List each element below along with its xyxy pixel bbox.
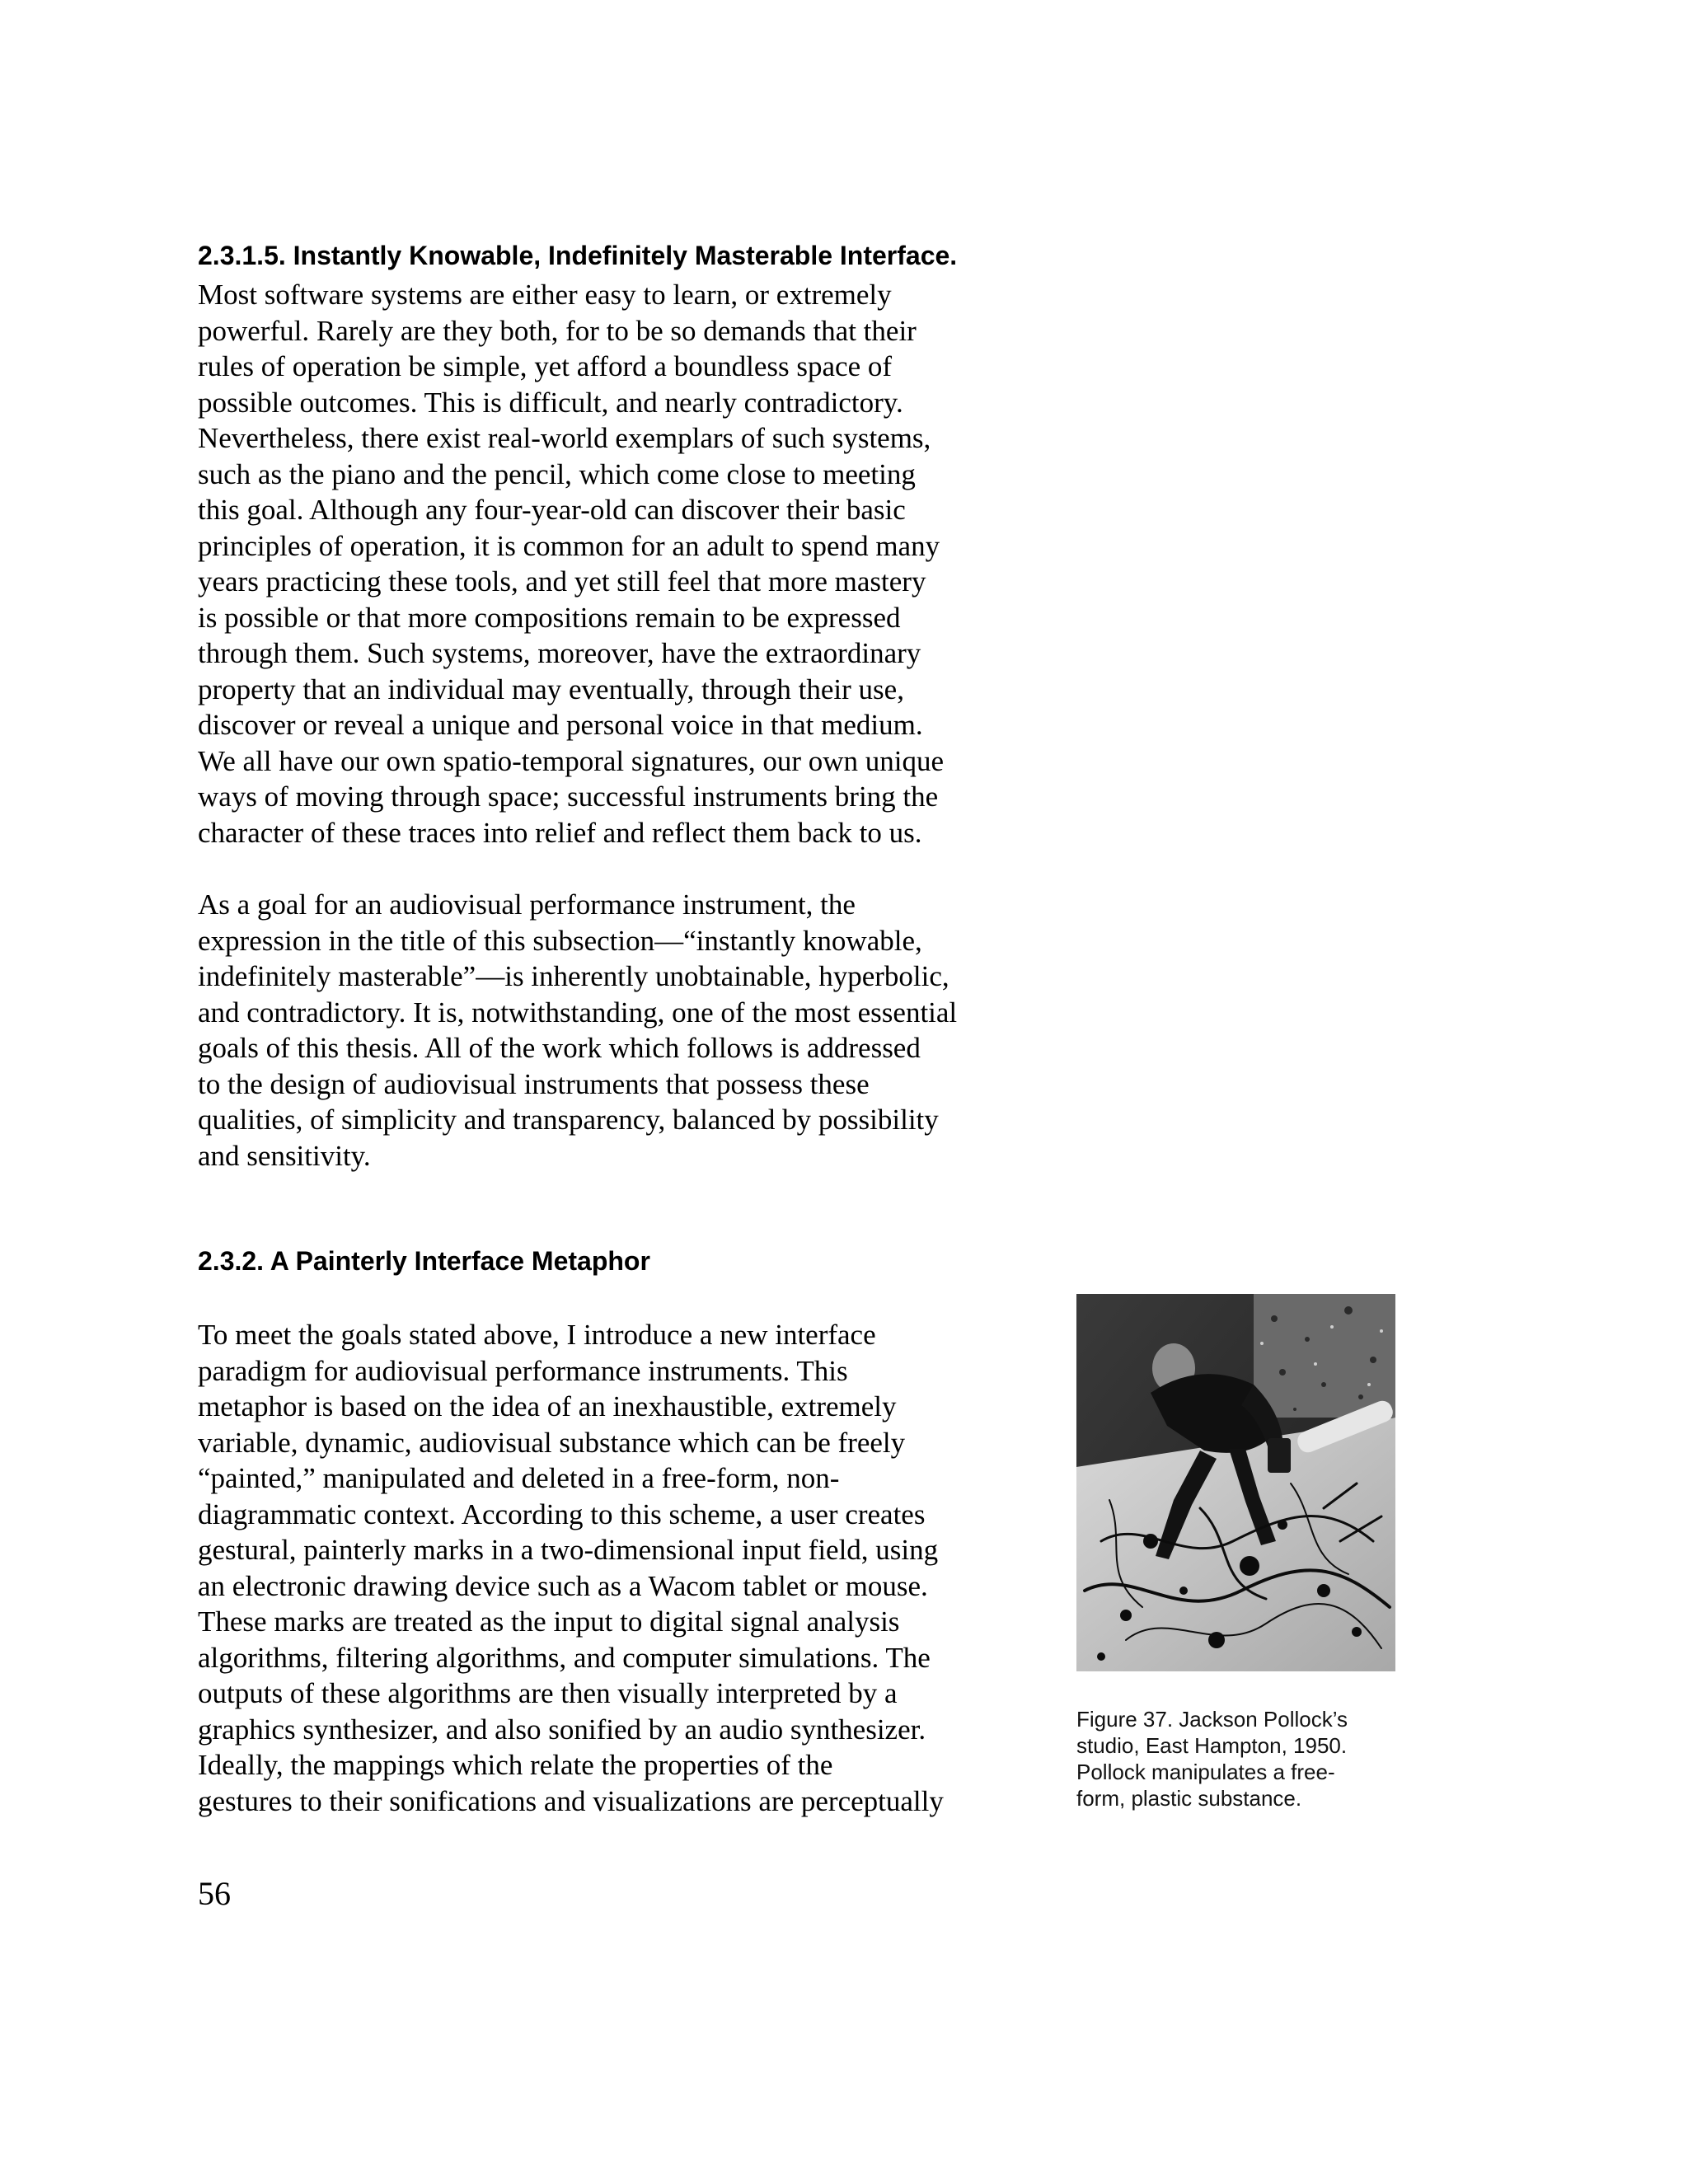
text-line: goals of this thesis. All of the work which follows is addressed bbox=[198, 1032, 921, 1064]
text-line: Most software systems are either easy to learn, or extremely bbox=[198, 279, 892, 311]
text-line: principles of operation, it is common for an adult to spend many bbox=[198, 529, 940, 562]
text-line: years practicing these tools, and yet still feel that more mastery bbox=[198, 565, 926, 598]
text-line: possible outcomes. This is difficult, and nearly contradictory. bbox=[198, 386, 903, 419]
text-line: and contradictory. It is, notwithstanding, one of the most essential bbox=[198, 996, 958, 1029]
text-line: paradigm for audiovisual performance instruments. This bbox=[198, 1354, 848, 1387]
text-line: expression in the title of this subsection—“instantly knowable, bbox=[198, 924, 922, 957]
text-line: We all have our own spatio-temporal signatures, our own unique bbox=[198, 744, 945, 777]
text-line: diagrammatic context. According to this scheme, a user creates bbox=[198, 1497, 926, 1530]
text-line: gestures to their sonifications and visualizations are perceptually bbox=[198, 1784, 944, 1817]
pollock-studio-photo bbox=[1076, 1294, 1395, 1671]
figure-caption bbox=[1076, 1706, 1348, 1811]
text-line: and sensitivity. bbox=[198, 1139, 371, 1172]
text-line: powerful. Rarely are they both, for to be so demands that their bbox=[198, 314, 917, 347]
text-line: Nevertheless, there exist real-world exemplars of such systems, bbox=[198, 422, 931, 454]
text-line: discover or reveal a unique and personal voice in that medium. bbox=[198, 709, 923, 741]
text-line: rules of operation be simple, yet afford a boundless space of bbox=[198, 350, 893, 382]
text-line: ways of moving through space; successful instruments bring the bbox=[198, 780, 939, 813]
text-line: form, plastic substance. bbox=[1076, 1786, 1302, 1811]
text-line: is possible or that more compositions remain to be expressed bbox=[198, 601, 901, 634]
text-line: qualities, of simplicity and transparency, balanced by possibility bbox=[198, 1104, 939, 1136]
body-paragraph bbox=[198, 1317, 944, 1819]
text-line: Figure 37. Jackson Pollock’s bbox=[1076, 1707, 1348, 1732]
section-heading: 2.3.1.5. Instantly Knowable, Indefinitely Masterable Interface. bbox=[198, 241, 958, 270]
text-line: outputs of these algorithms are then visually interpreted by a bbox=[198, 1677, 898, 1709]
text-line: As a goal for an audiovisual performance instrument, the bbox=[198, 888, 856, 921]
text-line: “painted,” manipulated and deleted in a free-form, non- bbox=[198, 1462, 840, 1494]
text-line: through them. Such systems, moreover, have the extraordinary bbox=[198, 637, 921, 669]
figure-photo bbox=[1076, 1294, 1395, 1671]
text-line: To meet the goals stated above, I introduce a new interface bbox=[198, 1319, 876, 1351]
text-line: gestural, painterly marks in a two-dimensional input field, using bbox=[198, 1534, 939, 1566]
text-line: studio, East Hampton, 1950. bbox=[1076, 1733, 1348, 1758]
text-line: graphics synthesizer, and also sonified by an audio synthesizer. bbox=[198, 1713, 926, 1746]
text-line: metaphor is based on the idea of an inexhaustible, extremely bbox=[198, 1390, 897, 1422]
section-heading: 2.3.2. A Painterly Interface Metaphor bbox=[198, 1246, 650, 1276]
text-line: property that an individual may eventually, through their use, bbox=[198, 673, 904, 705]
page-number: 56 bbox=[198, 1875, 231, 1912]
text-line: variable, dynamic, audiovisual substance which can be freely bbox=[198, 1426, 906, 1459]
text-line: These marks are treated as the input to digital signal analysis bbox=[198, 1605, 900, 1638]
text-line: Pollock manipulates a free- bbox=[1076, 1760, 1335, 1784]
text-line: such as the piano and the pencil, which come close to meeting bbox=[198, 457, 916, 490]
text-line: indefinitely masterable”—is inherently unobtainable, hyperbolic, bbox=[198, 960, 950, 992]
text-line: to the design of audiovisual instruments that possess these bbox=[198, 1067, 870, 1100]
text-line: algorithms, filtering algorithms, and computer simulations. The bbox=[198, 1641, 931, 1674]
text-line: an electronic drawing device such as a Wacom tablet or mouse. bbox=[198, 1569, 928, 1602]
body-paragraph bbox=[198, 277, 944, 851]
text-line: Ideally, the mappings which relate the properties of the bbox=[198, 1749, 833, 1781]
text-line: character of these traces into relief and reflect them back to us. bbox=[198, 816, 922, 849]
text-line: this goal. Although any four-year-old can discover their basic bbox=[198, 494, 906, 526]
body-paragraph bbox=[198, 887, 957, 1174]
